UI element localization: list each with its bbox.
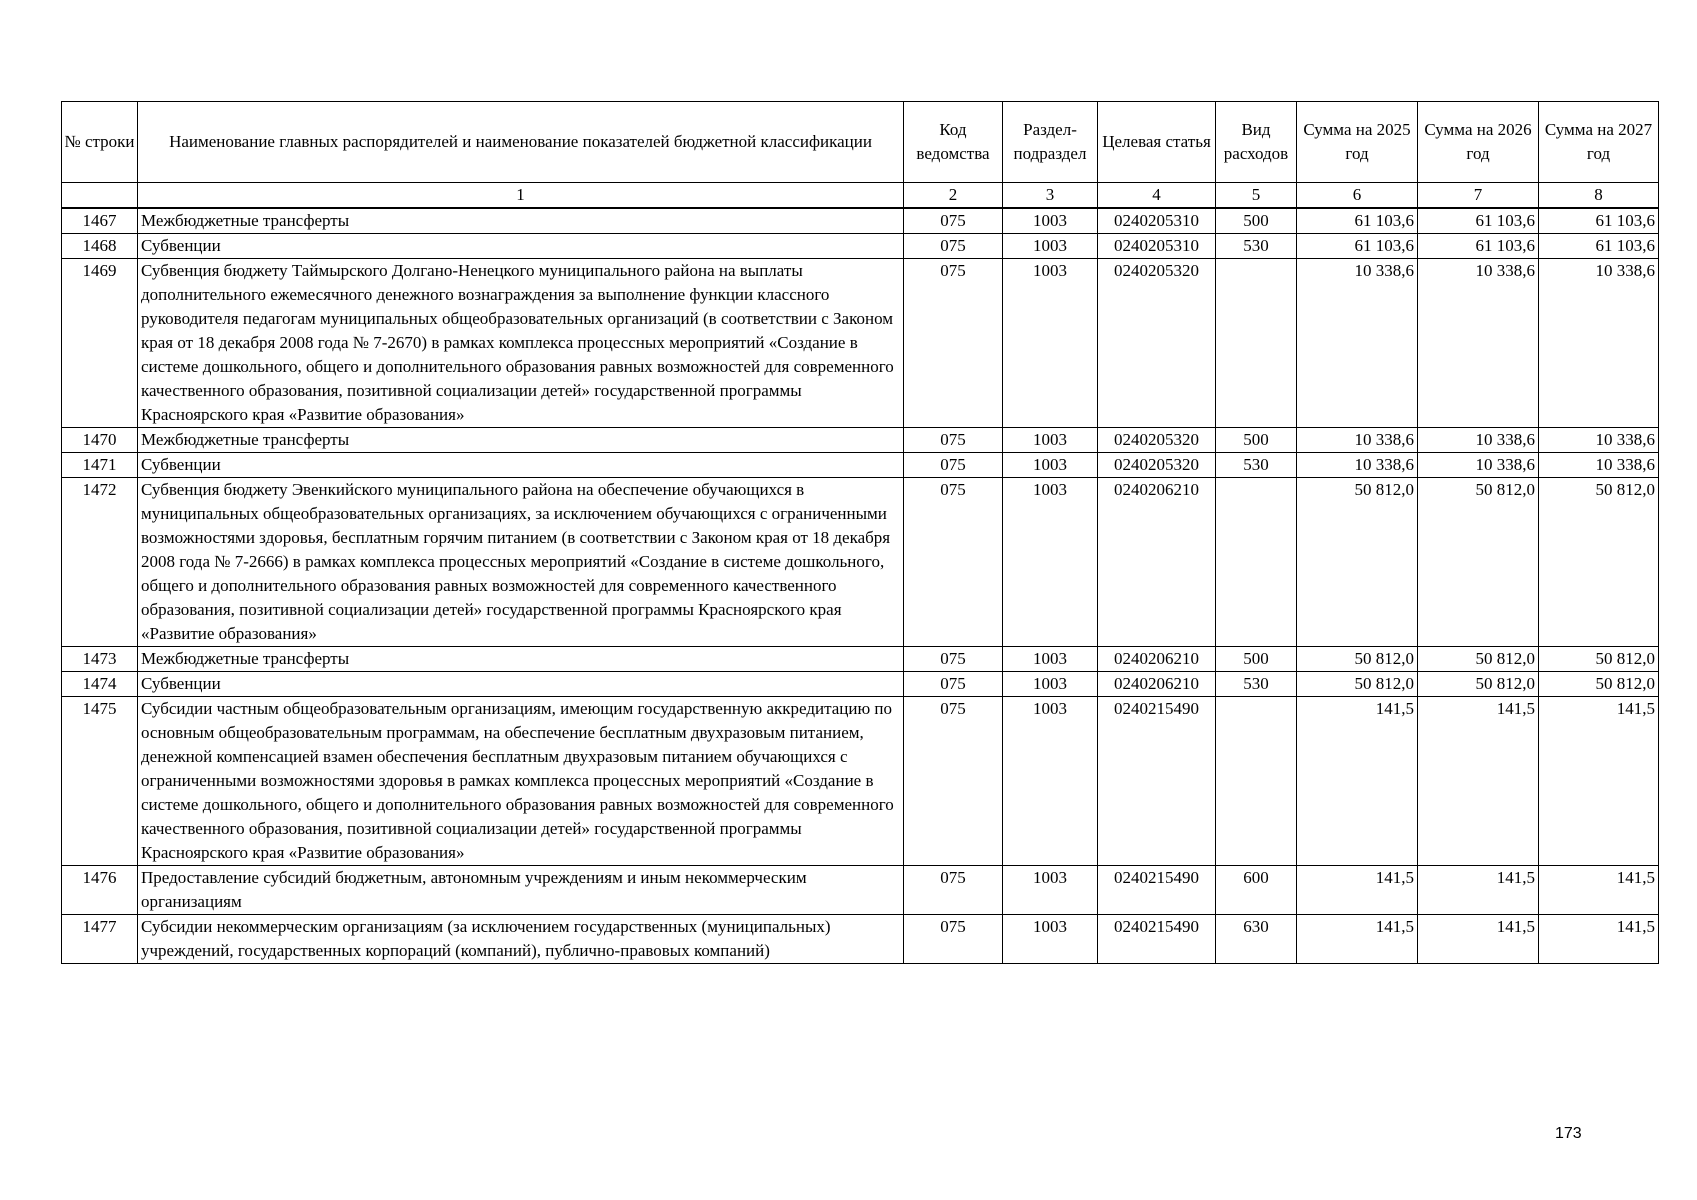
row-dept-code: 075 — [904, 234, 1003, 259]
header-sum-2027: Сумма на 2027 год — [1539, 102, 1659, 183]
table-row — [62, 866, 1659, 915]
table-row — [62, 697, 1659, 866]
row-number: 1474 — [62, 672, 138, 697]
header-sum-2026: Сумма на 2026 год — [1418, 102, 1539, 183]
row-sum-2026: 50 812,0 — [1418, 672, 1539, 697]
table-row — [62, 259, 1659, 428]
row-sum-2025: 61 103,6 — [1297, 208, 1418, 234]
row-sum-2026: 10 338,6 — [1418, 259, 1539, 428]
row-expense-type: 530 — [1216, 234, 1297, 259]
row-target-article: 0240205310 — [1098, 234, 1216, 259]
row-sum-2027: 61 103,6 — [1539, 208, 1659, 234]
row-target-article: 0240215490 — [1098, 915, 1216, 964]
row-sum-2026: 141,5 — [1418, 915, 1539, 964]
row-section: 1003 — [1003, 478, 1098, 647]
row-sum-2027: 10 338,6 — [1539, 428, 1659, 453]
row-name: Субвенции — [138, 672, 904, 697]
row-expense-type: 530 — [1216, 453, 1297, 478]
row-number: 1469 — [62, 259, 138, 428]
table-row — [62, 915, 1659, 964]
row-name: Субвенция бюджету Таймырского Долгано-Ненецкого муниципального района на выплаты дополнительного ежемесячного денежного вознаграждения за выполнение функции классного руководителя педагогам муниципальных общеобразовательных организаций (в соответствии с Законом края от 18 декабря 2008 года № 7-2670) в рамках комплекса процессных мероприятий «Создание в системе дошкольного, общего и дополнительного образования равных возможностей для современного качественного образования, позитивной социализации детей» государственной программы Красноярского края «Развитие образования» — [138, 259, 904, 428]
budget-table — [61, 101, 1659, 964]
row-number: 1477 — [62, 915, 138, 964]
row-sum-2027: 50 812,0 — [1539, 672, 1659, 697]
row-sum-2027: 50 812,0 — [1539, 647, 1659, 672]
row-dept-code: 075 — [904, 866, 1003, 915]
row-section: 1003 — [1003, 915, 1098, 964]
row-sum-2027: 141,5 — [1539, 915, 1659, 964]
row-number: 1470 — [62, 428, 138, 453]
row-dept-code: 075 — [904, 428, 1003, 453]
row-section: 1003 — [1003, 453, 1098, 478]
table-row — [62, 453, 1659, 478]
header-sum-2025: Сумма на 2025 год — [1297, 102, 1418, 183]
page-number: 173 — [1555, 1125, 1582, 1142]
row-sum-2025: 10 338,6 — [1297, 259, 1418, 428]
row-sum-2027: 141,5 — [1539, 866, 1659, 915]
row-section: 1003 — [1003, 697, 1098, 866]
row-name: Межбюджетные трансферты — [138, 428, 904, 453]
row-expense-type: 630 — [1216, 915, 1297, 964]
row-number: 1468 — [62, 234, 138, 259]
row-section: 1003 — [1003, 647, 1098, 672]
table-row — [62, 478, 1659, 647]
row-dept-code: 075 — [904, 697, 1003, 866]
row-target-article: 0240205320 — [1098, 453, 1216, 478]
row-sum-2026: 50 812,0 — [1418, 478, 1539, 647]
table-row — [62, 428, 1659, 453]
row-sum-2025: 50 812,0 — [1297, 647, 1418, 672]
row-name: Субвенция бюджету Эвенкийского муниципального района на обеспечение обучающихся в муниципальных общеобразовательных организациях, за исключением обучающихся с ограниченными возможностями здоровья, бесплатным горячим питанием (в соответствии с Законом края от 18 декабря 2008 года № 7-2666) в рамках комплекса процессных мероприятий «Создание в системе дошкольного, общего и дополнительного образования равных возможностей для современного качественного образования, позитивной социализации детей» государственной программы Красноярского края «Развитие образования» — [138, 478, 904, 647]
row-number: 1471 — [62, 453, 138, 478]
row-target-article: 0240215490 — [1098, 866, 1216, 915]
column-number: 3 — [1003, 183, 1098, 209]
column-number: 1 — [138, 183, 904, 209]
row-dept-code: 075 — [904, 208, 1003, 234]
row-target-article: 0240205320 — [1098, 259, 1216, 428]
column-numbers-row — [62, 183, 1659, 209]
row-target-article: 0240206210 — [1098, 647, 1216, 672]
row-name: Предоставление субсидий бюджетным, автономным учреждениям и иным некоммерческим организациям — [138, 866, 904, 915]
row-section: 1003 — [1003, 866, 1098, 915]
row-dept-code: 075 — [904, 915, 1003, 964]
row-number: 1473 — [62, 647, 138, 672]
row-dept-code: 075 — [904, 259, 1003, 428]
row-sum-2027: 10 338,6 — [1539, 259, 1659, 428]
row-expense-type: 600 — [1216, 866, 1297, 915]
row-sum-2027: 10 338,6 — [1539, 453, 1659, 478]
row-dept-code: 075 — [904, 478, 1003, 647]
row-name: Субвенции — [138, 453, 904, 478]
column-number: 6 — [1297, 183, 1418, 209]
row-sum-2025: 141,5 — [1297, 866, 1418, 915]
column-number: 2 — [904, 183, 1003, 209]
row-sum-2026: 50 812,0 — [1418, 647, 1539, 672]
row-sum-2026: 10 338,6 — [1418, 428, 1539, 453]
table-row — [62, 672, 1659, 697]
row-sum-2025: 50 812,0 — [1297, 478, 1418, 647]
row-expense-type: 530 — [1216, 672, 1297, 697]
row-number: 1467 — [62, 208, 138, 234]
row-dept-code: 075 — [904, 453, 1003, 478]
row-name: Субвенции — [138, 234, 904, 259]
row-sum-2027: 50 812,0 — [1539, 478, 1659, 647]
row-target-article: 0240205310 — [1098, 208, 1216, 234]
column-number: 5 — [1216, 183, 1297, 209]
row-sum-2025: 10 338,6 — [1297, 428, 1418, 453]
row-sum-2025: 141,5 — [1297, 697, 1418, 866]
row-name: Субсидии частным общеобразовательным организациям, имеющим государственную аккредитацию по основным общеобразовательным программам, на обеспечение бесплатным двухразовым питанием, денежной компенсацией взамен обеспечения бесплатным двухразовым питанием обучающихся с ограниченными возможностями здоровья в рамках комплекса процессных мероприятий «Создание в системе дошкольного, общего и дополнительного образования равных возможностей для современного качественного образования, позитивной социализации детей» государственной программы Красноярского края «Развитие образования» — [138, 697, 904, 866]
row-sum-2027: 61 103,6 — [1539, 234, 1659, 259]
row-expense-type — [1216, 697, 1297, 866]
row-target-article: 0240205320 — [1098, 428, 1216, 453]
row-target-article: 0240206210 — [1098, 672, 1216, 697]
header-section: Раздел-подраздел — [1003, 102, 1098, 183]
header-row — [62, 102, 1659, 183]
header-dept-code: Код ведомства — [904, 102, 1003, 183]
row-sum-2025: 141,5 — [1297, 915, 1418, 964]
column-number — [62, 183, 138, 209]
column-number: 8 — [1539, 183, 1659, 209]
row-sum-2025: 50 812,0 — [1297, 672, 1418, 697]
row-dept-code: 075 — [904, 672, 1003, 697]
row-section: 1003 — [1003, 428, 1098, 453]
row-sum-2026: 61 103,6 — [1418, 208, 1539, 234]
table-row — [62, 647, 1659, 672]
row-section: 1003 — [1003, 259, 1098, 428]
row-expense-type — [1216, 478, 1297, 647]
row-expense-type — [1216, 259, 1297, 428]
row-section: 1003 — [1003, 234, 1098, 259]
header-target-article: Целевая статья — [1098, 102, 1216, 183]
row-sum-2026: 141,5 — [1418, 866, 1539, 915]
row-number: 1476 — [62, 866, 138, 915]
header-expense-type: Вид расходов — [1216, 102, 1297, 183]
row-name: Межбюджетные трансферты — [138, 208, 904, 234]
table-row — [62, 208, 1659, 234]
header-name: Наименование главных распорядителей и наименование показателей бюджетной классификации — [138, 102, 904, 183]
row-name: Межбюджетные трансферты — [138, 647, 904, 672]
row-sum-2025: 10 338,6 — [1297, 453, 1418, 478]
column-number: 7 — [1418, 183, 1539, 209]
header-row-no: № строки — [62, 102, 138, 183]
row-section: 1003 — [1003, 208, 1098, 234]
column-number: 4 — [1098, 183, 1216, 209]
row-number: 1475 — [62, 697, 138, 866]
row-sum-2025: 61 103,6 — [1297, 234, 1418, 259]
row-expense-type: 500 — [1216, 428, 1297, 453]
row-name: Субсидии некоммерческим организациям (за исключением государственных (муниципальных) учреждений, государственных корпораций (компаний), публично-правовых компаний) — [138, 915, 904, 964]
row-target-article: 0240215490 — [1098, 697, 1216, 866]
row-number: 1472 — [62, 478, 138, 647]
row-sum-2026: 61 103,6 — [1418, 234, 1539, 259]
row-dept-code: 075 — [904, 647, 1003, 672]
row-expense-type: 500 — [1216, 647, 1297, 672]
row-section: 1003 — [1003, 672, 1098, 697]
row-sum-2027: 141,5 — [1539, 697, 1659, 866]
row-expense-type: 500 — [1216, 208, 1297, 234]
row-sum-2026: 10 338,6 — [1418, 453, 1539, 478]
table-row — [62, 234, 1659, 259]
row-target-article: 0240206210 — [1098, 478, 1216, 647]
row-sum-2026: 141,5 — [1418, 697, 1539, 866]
